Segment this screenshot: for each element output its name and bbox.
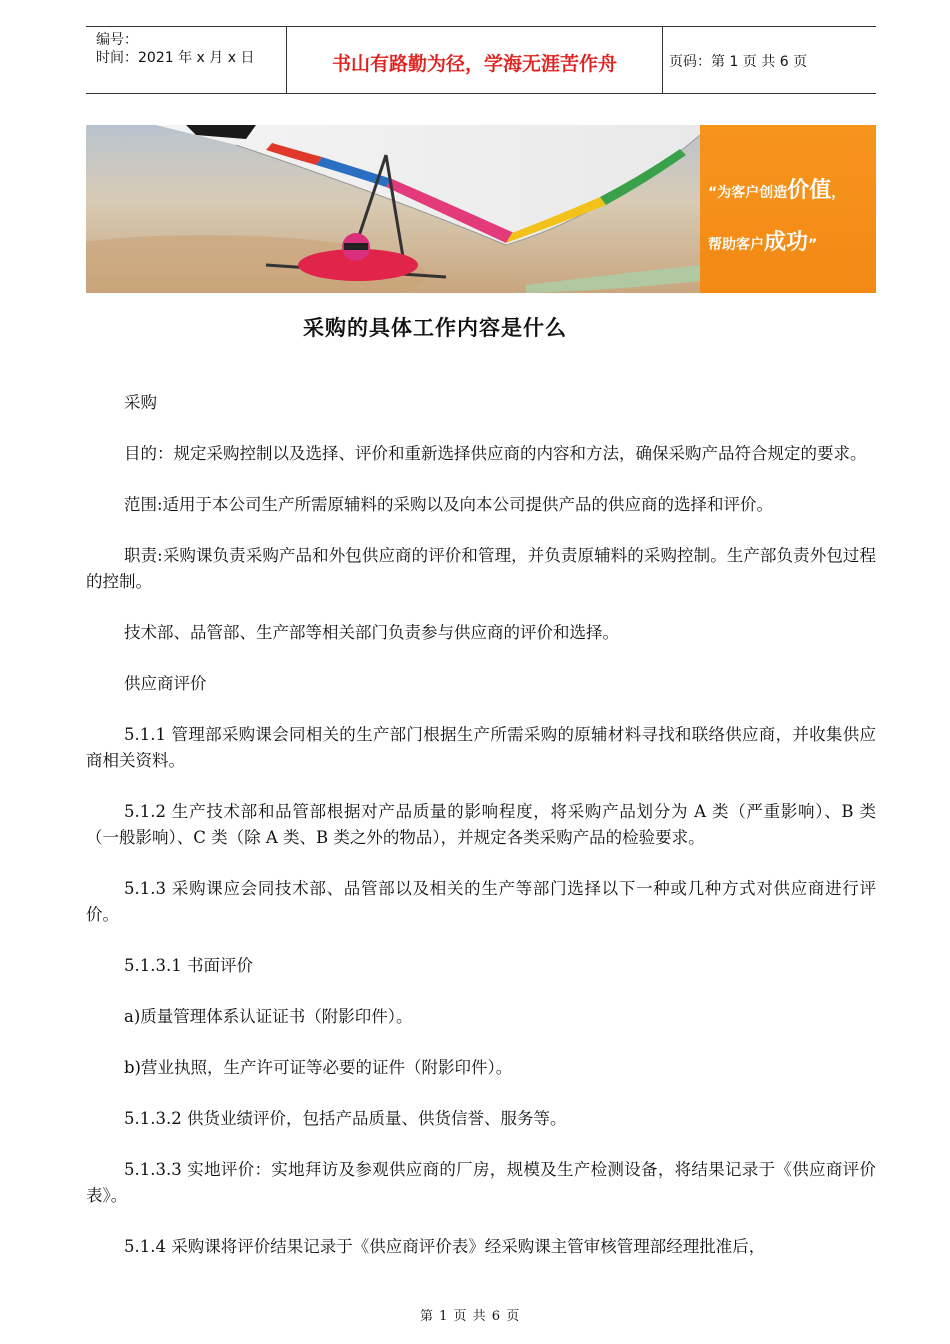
- document-title: 采购的具体工作内容是什么: [303, 315, 567, 340]
- header-page-cell: [661, 27, 876, 93]
- document-time-label: 时间：2021 年 x 月 x 日: [96, 50, 255, 66]
- header-motto: 书山有路勤为径，学海无涯苦作舟: [331, 53, 617, 75]
- paragraph: 范围:适用于本公司生产所需原辅料的采购以及向本公司提供产品的供应商的选择和评价。: [124, 495, 774, 514]
- paragraph: a)质量管理体系认证证书（附影印件）。: [124, 1007, 413, 1026]
- paragraph: 5.1.2 生产技术部和品管部根据对产品质量的影响程度，将采购产品划分为 A 类（严重影响）、B 类（一般影响）、C 类（除 A 类、B 类之外的物品），并规定各类采购产品的检验要求。: [86, 802, 876, 847]
- page-header: [86, 26, 876, 94]
- paragraph: 5.1.3.1 书面评价: [124, 956, 253, 975]
- paragraph: b)营业执照，生产许可证等必要的证件（附影印件）。: [124, 1058, 513, 1077]
- header-motto-cell: [286, 27, 663, 93]
- page-footer: 第 1 页 共 6 页: [420, 1309, 521, 1324]
- header-page-info: 页码：第 1 页 共 6 页: [669, 54, 808, 70]
- paragraph: 供应商评价: [124, 674, 207, 693]
- banner-image: [86, 125, 876, 293]
- document-body: [86, 390, 876, 1260]
- slogan-panel: [700, 125, 876, 293]
- paragraph: 5.1.3.2 供货业绩评价，包括产品质量、供货信誉、服务等。: [124, 1109, 567, 1128]
- header-meta-cell: [86, 27, 286, 93]
- paragraph: 目的：规定采购控制以及选择、评价和重新选择供应商的内容和方法，确保采购产品符合规定的要求。: [124, 444, 867, 463]
- paragraph: 5.1.3.3 实地评价：实地拜访及参观供应商的厂房，规模及生产检测设备，将结果记录于《供应商评价表》。: [86, 1160, 876, 1205]
- hang-glider-photo: [86, 125, 700, 293]
- slogan-line-1: “为客户创造价值，: [708, 178, 846, 203]
- paragraph: 5.1.4 采购课将评价结果记录于《供应商评价表》经采购课主管审核管理部经理批准后，: [124, 1237, 766, 1256]
- paragraph: 技术部、品管部、生产部等相关部门负责参与供应商的评价和选择。: [124, 623, 619, 642]
- paragraph: 职责:采购课负责采购产品和外包供应商的评价和管理，并负责原辅料的采购控制。生产部负责外包过程的控制。: [86, 546, 876, 591]
- document-number-label: 编号：: [96, 32, 138, 48]
- paragraph: 采购: [124, 393, 157, 412]
- slogan-line-2: 帮助客户成功”: [708, 230, 818, 255]
- paragraph: 5.1.1 管理部采购课会同相关的生产部门根据生产所需采购的原辅材料寻找和联络供应商，并收集供应商相关资料。: [86, 725, 876, 770]
- paragraph: 5.1.3 采购课应会同技术部、品管部以及相关的生产等部门选择以下一种或几种方式对供应商进行评价。: [86, 879, 876, 924]
